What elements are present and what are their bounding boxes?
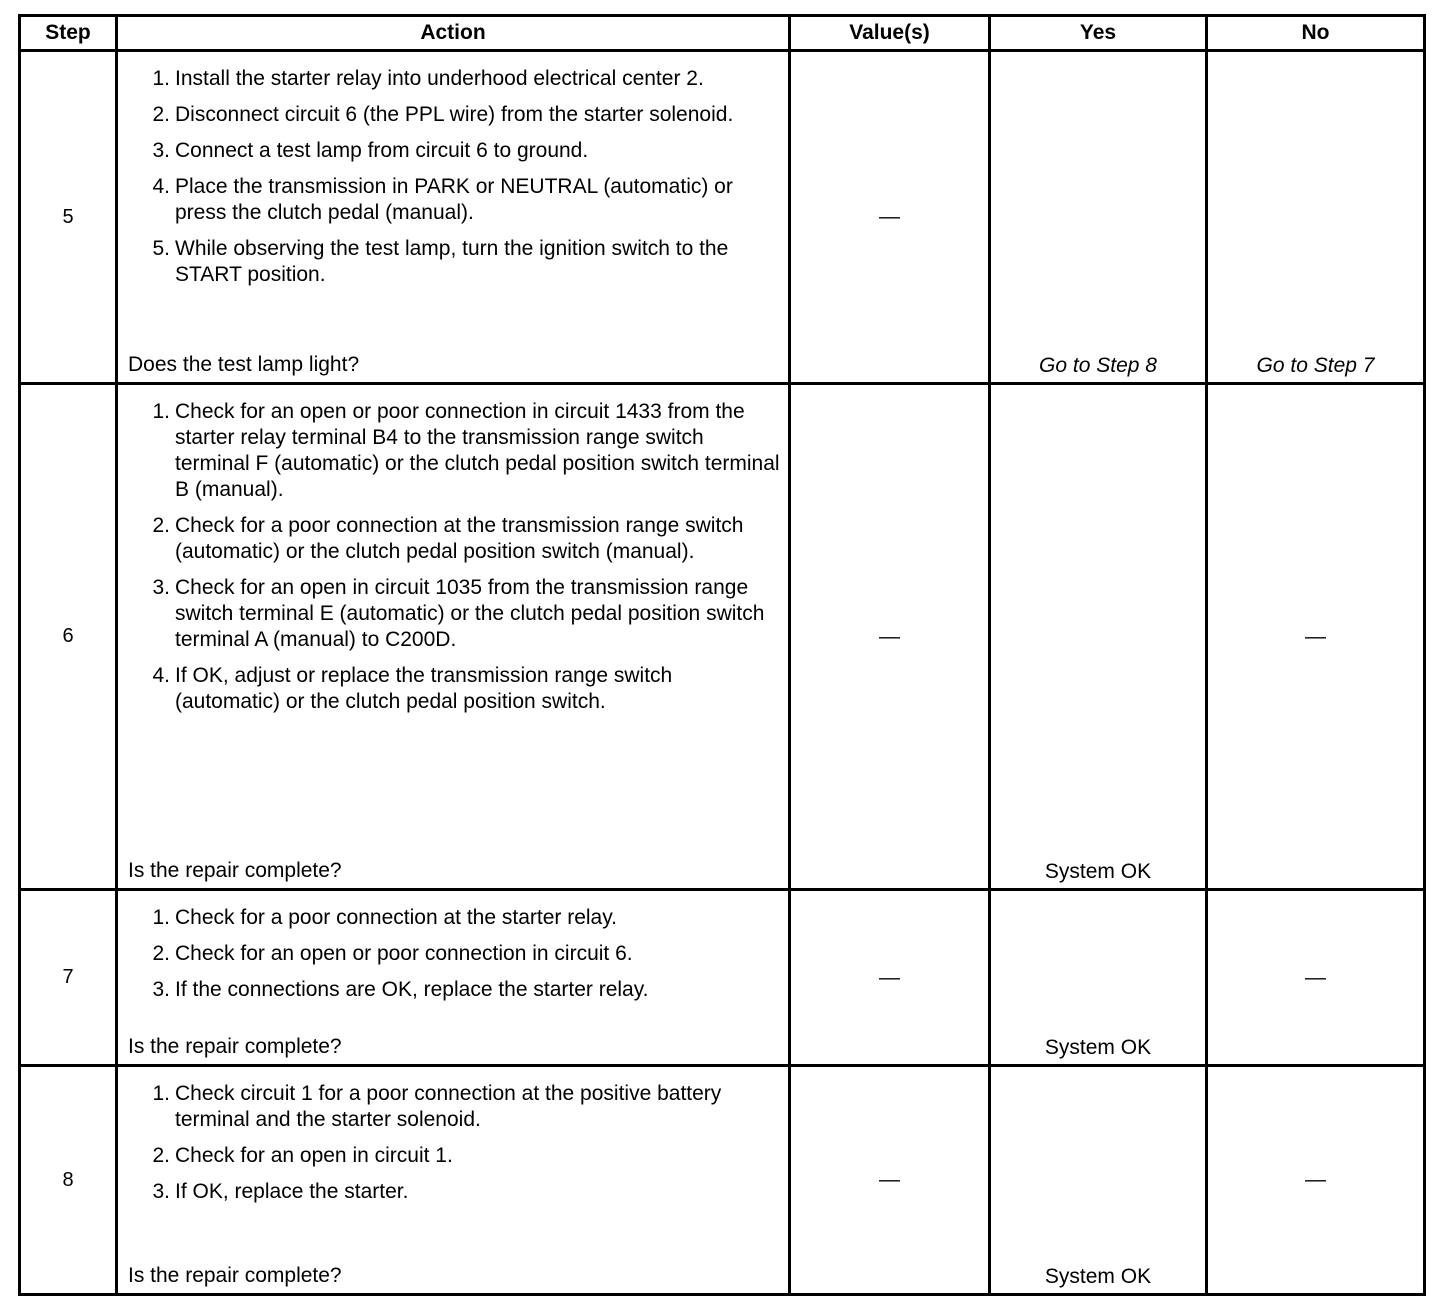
action-cell bbox=[117, 51, 790, 384]
step-number: 5 bbox=[20, 51, 117, 384]
header-no: No bbox=[1207, 16, 1425, 51]
list-item: 1. Check circuit 1 for a poor connection at the positive battery terminal and the starter solenoid. bbox=[152, 1082, 722, 1131]
value-dash: — bbox=[879, 624, 900, 648]
no-dash: — bbox=[1305, 624, 1326, 648]
table-row bbox=[20, 384, 1425, 890]
list-item: 2. Disconnect circuit 6 (the PPL wire) from the starter solenoid. bbox=[152, 103, 734, 126]
header-action: Action bbox=[117, 16, 790, 51]
list-item: 4. If OK, adjust or replace the transmission range switch (automatic) or the clutch pedal position switch. bbox=[152, 664, 673, 713]
yes-result: System OK bbox=[1044, 860, 1152, 883]
action-list bbox=[118, 52, 788, 288]
no-cell bbox=[1207, 51, 1425, 384]
question-text: Does the test lamp light? bbox=[128, 353, 360, 376]
list-item: 5. While observing the test lamp, turn the ignition switch to the START position. bbox=[152, 237, 729, 286]
list-item: 1. Check for an open or poor connection in circuit 1433 from the starter relay terminal B4 to the transmission range switch terminal F (automatic) or the clutch pedal position switch terminal B (manual). bbox=[152, 400, 780, 501]
yes-result: System OK bbox=[1044, 1036, 1152, 1059]
list-item: 1. Check for a poor connection at the starter relay. bbox=[152, 906, 618, 929]
value-cell bbox=[790, 890, 990, 1066]
action-list bbox=[118, 1067, 788, 1205]
header-step: Step bbox=[20, 16, 117, 51]
action-cell bbox=[117, 384, 790, 890]
yes-cell bbox=[990, 890, 1207, 1066]
yes-cell bbox=[990, 51, 1207, 384]
table-row bbox=[20, 890, 1425, 1066]
no-cell bbox=[1207, 384, 1425, 890]
action-list bbox=[118, 385, 788, 715]
no-result: Go to Step 7 bbox=[1256, 354, 1375, 377]
value-cell bbox=[790, 1066, 990, 1295]
yes-result: System OK bbox=[1044, 1265, 1152, 1288]
action-cell bbox=[117, 1066, 790, 1295]
list-item: 4. Place the transmission in PARK or NEUTRAL (automatic) or press the clutch pedal (manual). bbox=[152, 175, 733, 224]
value-cell bbox=[790, 384, 990, 890]
header-row bbox=[20, 16, 1425, 51]
list-item: 3. If the connections are OK, replace the starter relay. bbox=[152, 978, 649, 1001]
header-values: Value(s) bbox=[790, 16, 990, 51]
step-number: 6 bbox=[20, 384, 117, 890]
question-text: Is the repair complete? bbox=[128, 1264, 342, 1287]
action-cell bbox=[117, 890, 790, 1066]
value-dash: — bbox=[879, 1168, 900, 1191]
no-cell bbox=[1207, 890, 1425, 1066]
list-item: 3. Connect a test lamp from circuit 6 to ground. bbox=[152, 139, 589, 162]
list-item: 2. Check for a poor connection at the transmission range switch (automatic) or the clutch pedal position switch (manual). bbox=[152, 514, 744, 563]
question-text: Is the repair complete? bbox=[128, 1035, 342, 1058]
value-dash: — bbox=[879, 965, 900, 989]
list-item: 2. Check for an open in circuit 1. bbox=[152, 1144, 453, 1167]
no-dash: — bbox=[1305, 1168, 1326, 1191]
list-item: 2. Check for an open or poor connection in circuit 6. bbox=[152, 942, 633, 965]
table-row bbox=[20, 1066, 1425, 1295]
yes-result: Go to Step 8 bbox=[1039, 354, 1157, 377]
list-item: 1. Install the starter relay into underhood electrical center 2. bbox=[152, 67, 704, 90]
table-row bbox=[20, 51, 1425, 384]
step-number: 8 bbox=[20, 1066, 117, 1295]
value-dash: — bbox=[879, 205, 900, 228]
no-dash: — bbox=[1305, 965, 1326, 989]
action-list bbox=[118, 891, 788, 1003]
list-item: 3. Check for an open in circuit 1035 from the transmission range switch terminal E (automatic) or the clutch pedal position switch terminal A (manual) to C200D. bbox=[152, 576, 765, 651]
diagnostic-table bbox=[18, 14, 1426, 1296]
no-cell bbox=[1207, 1066, 1425, 1295]
yes-cell bbox=[990, 1066, 1207, 1295]
question-text: Is the repair complete? bbox=[128, 859, 342, 882]
header-yes: Yes bbox=[990, 16, 1207, 51]
value-cell bbox=[790, 51, 990, 384]
step-number: 7 bbox=[20, 890, 117, 1066]
list-item: 3. If OK, replace the starter. bbox=[152, 1180, 409, 1203]
yes-cell bbox=[990, 384, 1207, 890]
